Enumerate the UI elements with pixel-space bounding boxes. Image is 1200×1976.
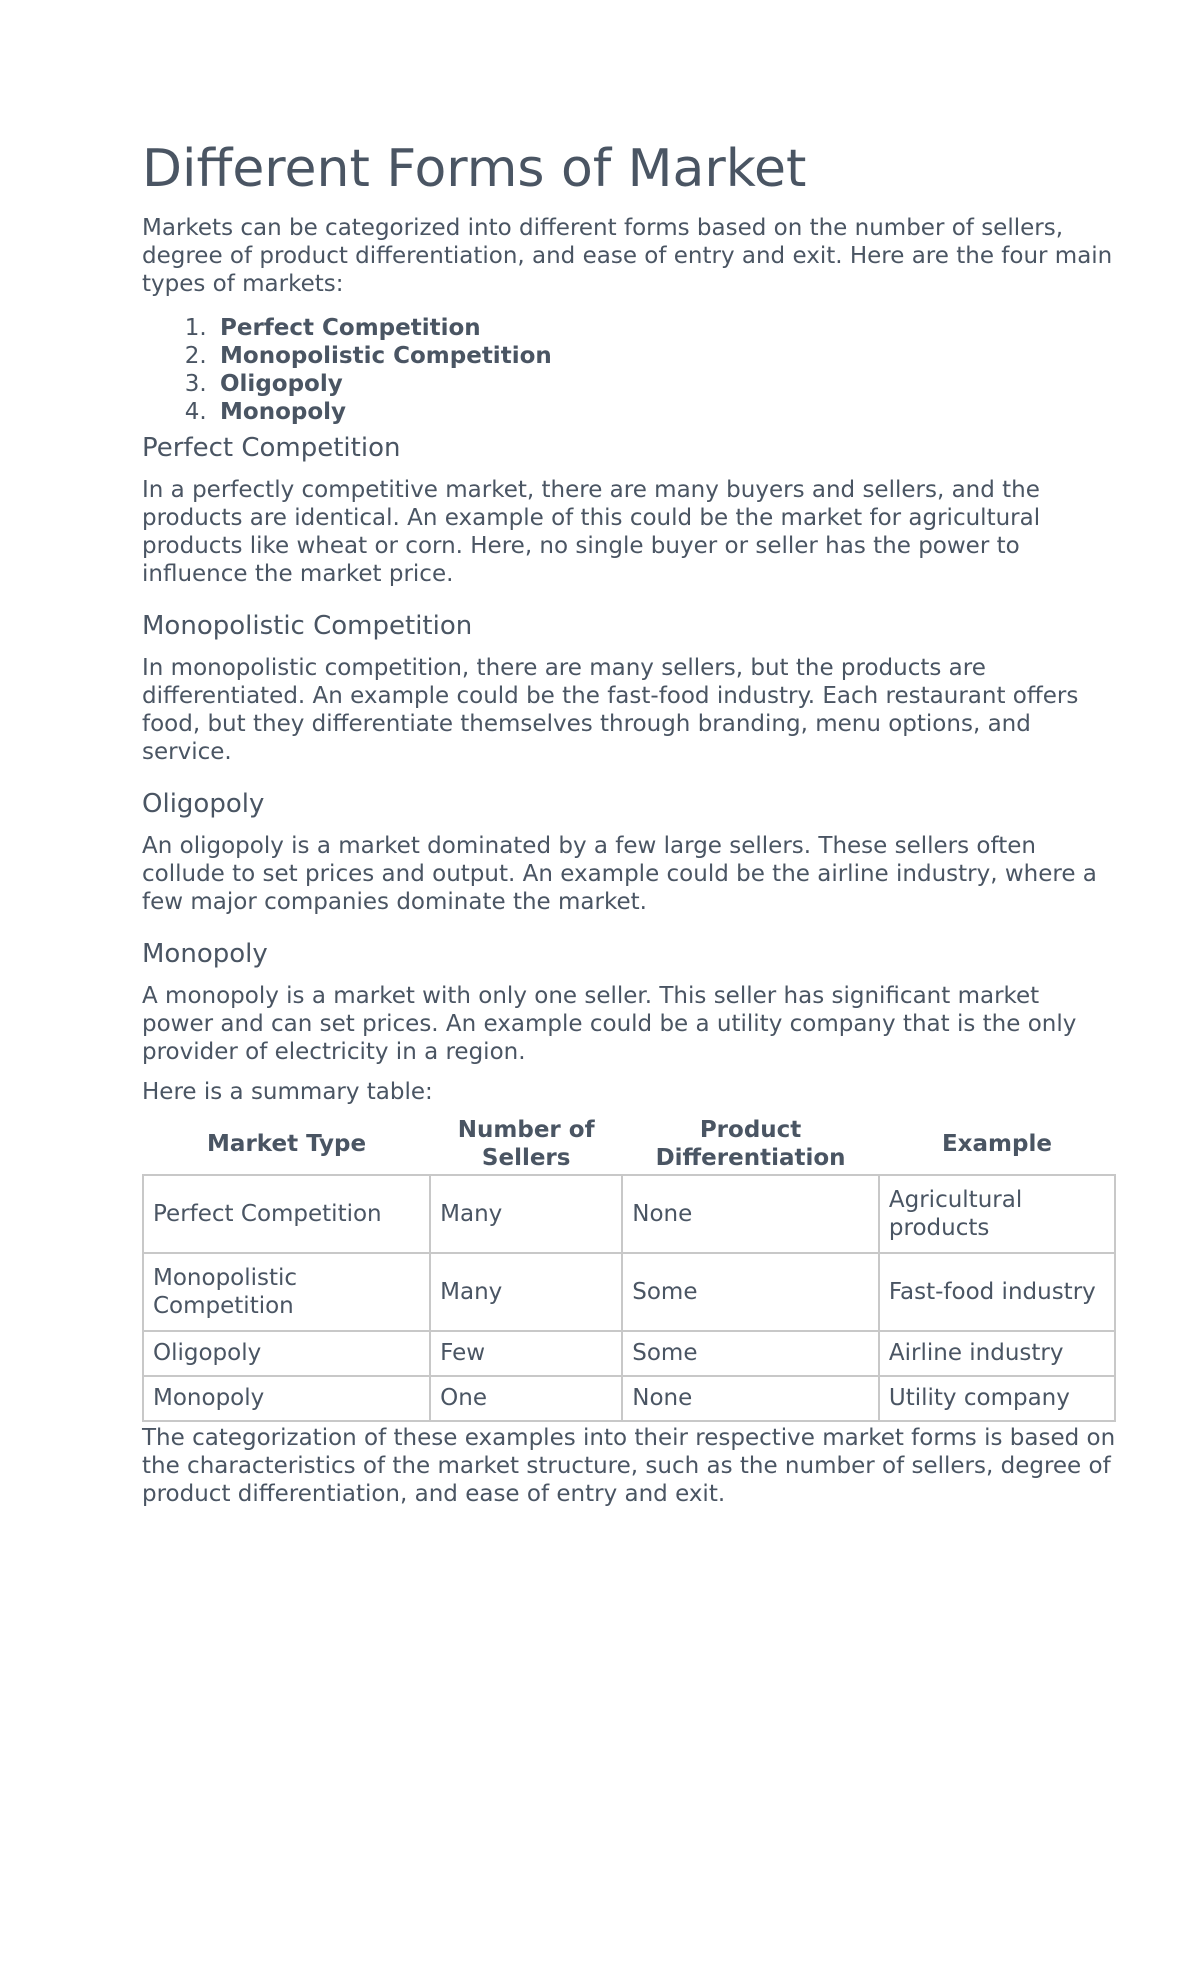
section-monopoly xyxy=(142,938,1116,1066)
section-heading: Oligopoly xyxy=(142,789,265,819)
section-heading: Monopolistic Competition xyxy=(142,611,473,641)
table-cell: None xyxy=(622,1175,879,1253)
table-cell: Few xyxy=(430,1331,622,1376)
table-cell: Airline industry xyxy=(879,1331,1115,1376)
list-item: 1. Perfect Competition xyxy=(214,314,1116,342)
intro-paragraph: Markets can be categorized into different forms based on the number of sellers, degree of product differentiation, and ease of entry and exit. Here are the four main types of markets: xyxy=(142,215,1113,297)
section-body: A monopoly is a market with only one seller. This seller has significant market power and can set prices. An example could be a utility company that is the only provider of electricity in a region. xyxy=(142,983,1077,1065)
table-cell: Some xyxy=(622,1331,879,1376)
table-row xyxy=(143,1376,1115,1421)
table-cell: Many xyxy=(430,1253,622,1331)
table-row xyxy=(143,1175,1115,1253)
section-body: In a perfectly competitive market, there are many buyers and sellers, and the products are identical. An example of this could be the market for agricultural products like wheat or corn. Here, no single buyer or seller has the power to influence the market price. xyxy=(142,477,1041,587)
column-header-number-of-sellers: Number of Sellers xyxy=(457,1117,595,1171)
table-header-row xyxy=(143,1116,1115,1175)
section-heading: Perfect Competition xyxy=(142,433,401,463)
section-oligopoly xyxy=(142,788,1116,916)
closing-paragraph: The categorization of these examples into their respective market forms is based on the characteristics of the market structure, such as the number of sellers, degree of product differentiation, and ease of entry and exit. xyxy=(142,1425,1116,1507)
page-title: Different Forms of Market xyxy=(142,139,807,199)
table-cell: Monopolistic Competition xyxy=(143,1253,430,1331)
column-header-market-type: Market Type xyxy=(207,1131,367,1157)
table-cell: One xyxy=(430,1376,622,1421)
list-item: 3. Oligopoly xyxy=(214,370,1116,398)
table-cell: Many xyxy=(430,1175,622,1253)
market-types-list xyxy=(142,314,1116,426)
section-monopolistic-competition xyxy=(142,610,1116,766)
column-header-product-differentiation: Product Differentiation xyxy=(655,1117,846,1171)
section-perfect-competition xyxy=(142,432,1116,588)
table-cell: Some xyxy=(622,1253,879,1331)
list-item: 4. Monopoly xyxy=(214,398,1116,426)
list-item: 2. Monopolistic Competition xyxy=(214,342,1116,370)
column-header-example: Example xyxy=(941,1131,1052,1157)
table-row xyxy=(143,1253,1115,1331)
section-heading: Monopoly xyxy=(142,939,268,969)
table-cell: Fast-food industry xyxy=(879,1253,1115,1331)
table-row xyxy=(143,1331,1115,1376)
table-cell: None xyxy=(622,1376,879,1421)
table-cell: Utility company xyxy=(879,1376,1115,1421)
section-body: An oligopoly is a market dominated by a few large sellers. These sellers often collude to set prices and output. An example could be the airline industry, where a few major companies dominate the market. xyxy=(142,833,1097,915)
section-body: In monopolistic competition, there are many sellers, but the products are differentiated. An example could be the fast-food industry. Each restaurant offers food, but they differentiate themselves through branding, menu options, and service. xyxy=(142,655,1079,765)
table-cell: Perfect Competition xyxy=(143,1175,430,1253)
table-cell: Agricultural products xyxy=(879,1175,1115,1253)
document-content xyxy=(142,138,1116,1508)
table-cell: Oligopoly xyxy=(143,1331,430,1376)
table-lead: Here is a summary table: xyxy=(142,1079,433,1105)
table-cell: Monopoly xyxy=(143,1376,430,1421)
summary-table xyxy=(142,1116,1116,1422)
